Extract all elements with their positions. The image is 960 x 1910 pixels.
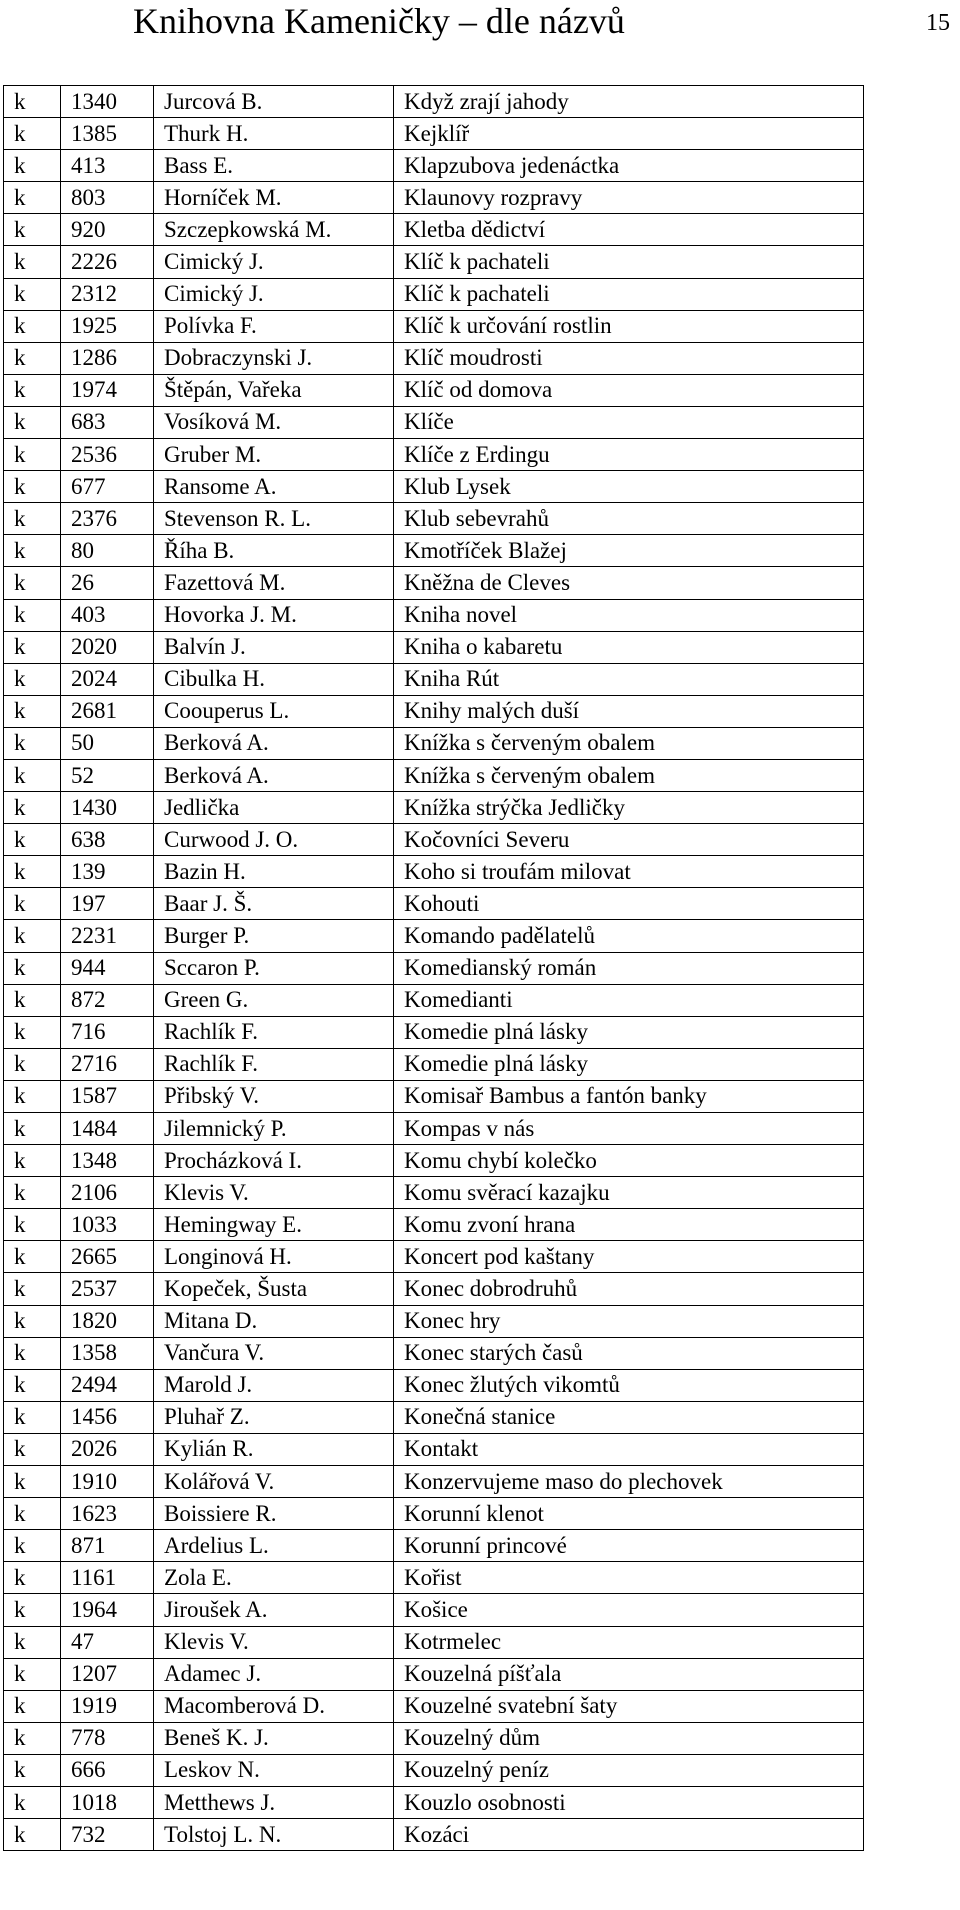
number-cell: 871 [61, 1530, 154, 1562]
table-row [4, 86, 864, 118]
prefix-cell: k [4, 599, 61, 631]
table-row [4, 1113, 864, 1145]
author-cell: Klevis V. [154, 1177, 394, 1209]
prefix-cell: k [4, 856, 61, 888]
title-cell: Kouzelný peníz [394, 1754, 864, 1786]
table-row [4, 1016, 864, 1048]
prefix-cell: k [4, 631, 61, 663]
table-row [4, 1658, 864, 1690]
prefix-cell: k [4, 1401, 61, 1433]
title-cell: Koho si troufám milovat [394, 856, 864, 888]
number-cell: 638 [61, 824, 154, 856]
number-cell: 403 [61, 599, 154, 631]
author-cell: Szczepkowská M. [154, 214, 394, 246]
title-cell: Klíč k pachateli [394, 278, 864, 310]
number-cell: 1348 [61, 1145, 154, 1177]
author-cell: Stevenson R. L. [154, 503, 394, 535]
title-cell: Když zrají jahody [394, 86, 864, 118]
prefix-cell: k [4, 1819, 61, 1851]
table-row [4, 1562, 864, 1594]
table-row [4, 406, 864, 438]
number-cell: 677 [61, 471, 154, 503]
author-cell: Mitana D. [154, 1305, 394, 1337]
table-row [4, 182, 864, 214]
author-cell: Kolářová V. [154, 1466, 394, 1498]
number-cell: 26 [61, 567, 154, 599]
table-row [4, 727, 864, 759]
prefix-cell: k [4, 1080, 61, 1112]
prefix-cell: k [4, 1241, 61, 1273]
author-cell: Gruber M. [154, 439, 394, 471]
title-cell: Klaunovy rozpravy [394, 182, 864, 214]
prefix-cell: k [4, 1273, 61, 1305]
number-cell: 52 [61, 759, 154, 791]
prefix-cell: k [4, 1658, 61, 1690]
title-cell: Korunní klenot [394, 1498, 864, 1530]
prefix-cell: k [4, 1722, 61, 1754]
prefix-cell: k [4, 920, 61, 952]
table-row [4, 759, 864, 791]
author-cell: Beneš K. J. [154, 1722, 394, 1754]
author-cell: Hemingway E. [154, 1209, 394, 1241]
title-cell: Koncert pod kaštany [394, 1241, 864, 1273]
title-cell: Kniha Rút [394, 663, 864, 695]
title-cell: Kouzelné svatební šaty [394, 1690, 864, 1722]
author-cell: Metthews J. [154, 1786, 394, 1818]
prefix-cell: k [4, 310, 61, 342]
author-cell: Jilemnický P. [154, 1113, 394, 1145]
table-row [4, 1722, 864, 1754]
table-row [4, 1466, 864, 1498]
author-cell: Leskov N. [154, 1754, 394, 1786]
prefix-cell: k [4, 439, 61, 471]
prefix-cell: k [4, 1145, 61, 1177]
author-cell: Jedlička [154, 792, 394, 824]
number-cell: 1385 [61, 118, 154, 150]
author-cell: Kopeček, Šusta [154, 1273, 394, 1305]
author-cell: Boissiere R. [154, 1498, 394, 1530]
title-cell: Konec starých časů [394, 1337, 864, 1369]
table-row [4, 535, 864, 567]
title-cell: Klíč k určování rostlin [394, 310, 864, 342]
table-row [4, 1177, 864, 1209]
author-cell: Ransome A. [154, 471, 394, 503]
table-row [4, 246, 864, 278]
prefix-cell: k [4, 1562, 61, 1594]
table-row [4, 984, 864, 1016]
table-row [4, 1241, 864, 1273]
number-cell: 1033 [61, 1209, 154, 1241]
prefix-cell: k [4, 1433, 61, 1465]
author-cell: Cibulka H. [154, 663, 394, 695]
catalog-rows [4, 86, 864, 1851]
number-cell: 1820 [61, 1305, 154, 1337]
title-cell: Komedie plná lásky [394, 1016, 864, 1048]
author-cell: Jiroušek A. [154, 1594, 394, 1626]
table-row [4, 1337, 864, 1369]
number-cell: 139 [61, 856, 154, 888]
title-cell: Komu zvoní hrana [394, 1209, 864, 1241]
number-cell: 1925 [61, 310, 154, 342]
prefix-cell: k [4, 1113, 61, 1145]
author-cell: Berková A. [154, 759, 394, 791]
number-cell: 2026 [61, 1433, 154, 1465]
prefix-cell: k [4, 1594, 61, 1626]
number-cell: 2536 [61, 439, 154, 471]
book-catalog-table [3, 85, 864, 1851]
number-cell: 872 [61, 984, 154, 1016]
prefix-cell: k [4, 1530, 61, 1562]
number-cell: 1358 [61, 1337, 154, 1369]
number-cell: 2494 [61, 1369, 154, 1401]
table-row [4, 888, 864, 920]
author-cell: Vosíková M. [154, 406, 394, 438]
prefix-cell: k [4, 150, 61, 182]
title-cell: Komisař Bambus a fantón banky [394, 1080, 864, 1112]
title-cell: Klapzubova jedenáctka [394, 150, 864, 182]
title-cell: Kořist [394, 1562, 864, 1594]
table-row [4, 599, 864, 631]
table-row [4, 503, 864, 535]
table-row [4, 567, 864, 599]
number-cell: 2231 [61, 920, 154, 952]
prefix-cell: k [4, 567, 61, 599]
author-cell: Rachlík F. [154, 1048, 394, 1080]
title-cell: Knížka s červeným obalem [394, 727, 864, 759]
title-cell: Konec hry [394, 1305, 864, 1337]
title-cell: Klíče z Erdingu [394, 439, 864, 471]
title-cell: Komu svěrací kazajku [394, 1177, 864, 1209]
number-cell: 944 [61, 952, 154, 984]
table-row [4, 1530, 864, 1562]
table-row [4, 1369, 864, 1401]
table-row [4, 856, 864, 888]
author-cell: Longinová H. [154, 1241, 394, 1273]
table-row [4, 824, 864, 856]
title-cell: Konec dobrodruhů [394, 1273, 864, 1305]
title-cell: Knihy malých duší [394, 695, 864, 727]
number-cell: 716 [61, 1016, 154, 1048]
author-cell: Bazin H. [154, 856, 394, 888]
number-cell: 1340 [61, 86, 154, 118]
table-row [4, 439, 864, 471]
table-row [4, 1401, 864, 1433]
title-cell: Klíč od domova [394, 374, 864, 406]
title-cell: Kotrmelec [394, 1626, 864, 1658]
author-cell: Sccaron P. [154, 952, 394, 984]
prefix-cell: k [4, 1786, 61, 1818]
author-cell: Procházková I. [154, 1145, 394, 1177]
number-cell: 1161 [61, 1562, 154, 1594]
page-number: 15 [926, 10, 950, 36]
author-cell: Hovorka J. M. [154, 599, 394, 631]
prefix-cell: k [4, 246, 61, 278]
author-cell: Fazettová M. [154, 567, 394, 599]
author-cell: Cimický J. [154, 278, 394, 310]
author-cell: Dobraczynski J. [154, 342, 394, 374]
title-cell: Košice [394, 1594, 864, 1626]
title-cell: Klíče [394, 406, 864, 438]
number-cell: 2312 [61, 278, 154, 310]
prefix-cell: k [4, 374, 61, 406]
table-row [4, 374, 864, 406]
number-cell: 2020 [61, 631, 154, 663]
title-cell: Komedianský román [394, 952, 864, 984]
title-cell: Kniha novel [394, 599, 864, 631]
table-row [4, 631, 864, 663]
author-cell: Říha B. [154, 535, 394, 567]
author-cell: Pluhař Z. [154, 1401, 394, 1433]
number-cell: 666 [61, 1754, 154, 1786]
table-row [4, 342, 864, 374]
author-cell: Thurk H. [154, 118, 394, 150]
author-cell: Klevis V. [154, 1626, 394, 1658]
title-cell: Kmotříček Blažej [394, 535, 864, 567]
title-cell: Konečná stanice [394, 1401, 864, 1433]
author-cell: Adamec J. [154, 1658, 394, 1690]
table-row [4, 920, 864, 952]
author-cell: Curwood J. O. [154, 824, 394, 856]
title-cell: Knížka s červeným obalem [394, 759, 864, 791]
author-cell: Zola E. [154, 1562, 394, 1594]
author-cell: Štěpán, Vařeka [154, 374, 394, 406]
table-row [4, 214, 864, 246]
number-cell: 778 [61, 1722, 154, 1754]
table-row [4, 1273, 864, 1305]
number-cell: 197 [61, 888, 154, 920]
prefix-cell: k [4, 86, 61, 118]
prefix-cell: k [4, 503, 61, 535]
author-cell: Macomberová D. [154, 1690, 394, 1722]
title-cell: Knížka strýčka Jedličky [394, 792, 864, 824]
author-cell: Balvín J. [154, 631, 394, 663]
author-cell: Marold J. [154, 1369, 394, 1401]
prefix-cell: k [4, 663, 61, 695]
author-cell: Tolstoj L. N. [154, 1819, 394, 1851]
table-row [4, 1819, 864, 1851]
prefix-cell: k [4, 214, 61, 246]
author-cell: Rachlík F. [154, 1016, 394, 1048]
number-cell: 920 [61, 214, 154, 246]
prefix-cell: k [4, 182, 61, 214]
number-cell: 1286 [61, 342, 154, 374]
table-row [4, 1080, 864, 1112]
title-cell: Kozáci [394, 1819, 864, 1851]
number-cell: 1430 [61, 792, 154, 824]
prefix-cell: k [4, 118, 61, 150]
author-cell: Polívka F. [154, 310, 394, 342]
prefix-cell: k [4, 1016, 61, 1048]
number-cell: 2716 [61, 1048, 154, 1080]
number-cell: 1964 [61, 1594, 154, 1626]
number-cell: 1910 [61, 1466, 154, 1498]
title-cell: Klub sebevrahů [394, 503, 864, 535]
author-cell: Kylián R. [154, 1433, 394, 1465]
prefix-cell: k [4, 952, 61, 984]
page-title: Knihovna Kameničky – dle názvů [133, 1, 625, 41]
number-cell: 732 [61, 1819, 154, 1851]
title-cell: Komu chybí kolečko [394, 1145, 864, 1177]
author-cell: Burger P. [154, 920, 394, 952]
number-cell: 1587 [61, 1080, 154, 1112]
prefix-cell: k [4, 535, 61, 567]
prefix-cell: k [4, 1337, 61, 1369]
number-cell: 2681 [61, 695, 154, 727]
table-row [4, 118, 864, 150]
table-row [4, 1145, 864, 1177]
title-cell: Kněžna de Cleves [394, 567, 864, 599]
number-cell: 1456 [61, 1401, 154, 1433]
table-row [4, 1498, 864, 1530]
prefix-cell: k [4, 888, 61, 920]
number-cell: 1484 [61, 1113, 154, 1145]
title-cell: Kočovníci Severu [394, 824, 864, 856]
table-row [4, 471, 864, 503]
table-row [4, 792, 864, 824]
table-row [4, 1048, 864, 1080]
title-cell: Kouzelná píšťala [394, 1658, 864, 1690]
prefix-cell: k [4, 695, 61, 727]
author-cell: Cimický J. [154, 246, 394, 278]
prefix-cell: k [4, 1305, 61, 1337]
number-cell: 80 [61, 535, 154, 567]
title-cell: Komedianti [394, 984, 864, 1016]
number-cell: 47 [61, 1626, 154, 1658]
table-row [4, 310, 864, 342]
title-cell: Klíč moudrosti [394, 342, 864, 374]
table-row [4, 952, 864, 984]
prefix-cell: k [4, 406, 61, 438]
prefix-cell: k [4, 1209, 61, 1241]
table-row [4, 278, 864, 310]
number-cell: 683 [61, 406, 154, 438]
number-cell: 413 [61, 150, 154, 182]
number-cell: 2226 [61, 246, 154, 278]
number-cell: 2537 [61, 1273, 154, 1305]
title-cell: Komando padělatelů [394, 920, 864, 952]
number-cell: 1018 [61, 1786, 154, 1818]
number-cell: 1974 [61, 374, 154, 406]
author-cell: Baar J. Š. [154, 888, 394, 920]
title-cell: Kouzlo osobnosti [394, 1786, 864, 1818]
table-row [4, 1786, 864, 1818]
author-cell: Jurcová B. [154, 86, 394, 118]
prefix-cell: k [4, 1177, 61, 1209]
table-row [4, 1690, 864, 1722]
table-row [4, 1626, 864, 1658]
table-row [4, 1209, 864, 1241]
prefix-cell: k [4, 342, 61, 374]
author-cell: Coouperus L. [154, 695, 394, 727]
number-cell: 803 [61, 182, 154, 214]
number-cell: 50 [61, 727, 154, 759]
title-cell: Kejklíř [394, 118, 864, 150]
table-row [4, 1754, 864, 1786]
author-cell: Green G. [154, 984, 394, 1016]
prefix-cell: k [4, 824, 61, 856]
table-row [4, 663, 864, 695]
number-cell: 2106 [61, 1177, 154, 1209]
table-row [4, 1305, 864, 1337]
number-cell: 1207 [61, 1658, 154, 1690]
table-row [4, 695, 864, 727]
prefix-cell: k [4, 792, 61, 824]
author-cell: Berková A. [154, 727, 394, 759]
number-cell: 1919 [61, 1690, 154, 1722]
prefix-cell: k [4, 1498, 61, 1530]
prefix-cell: k [4, 984, 61, 1016]
title-cell: Kletba dědictví [394, 214, 864, 246]
title-cell: Klíč k pachateli [394, 246, 864, 278]
author-cell: Přibský V. [154, 1080, 394, 1112]
prefix-cell: k [4, 727, 61, 759]
title-cell: Kohouti [394, 888, 864, 920]
author-cell: Ardelius L. [154, 1530, 394, 1562]
prefix-cell: k [4, 1369, 61, 1401]
prefix-cell: k [4, 278, 61, 310]
title-cell: Kontakt [394, 1433, 864, 1465]
number-cell: 2665 [61, 1241, 154, 1273]
title-cell: Konec žlutých vikomtů [394, 1369, 864, 1401]
number-cell: 2376 [61, 503, 154, 535]
title-cell: Kompas v nás [394, 1113, 864, 1145]
number-cell: 1623 [61, 1498, 154, 1530]
title-cell: Korunní princové [394, 1530, 864, 1562]
title-cell: Kniha o kabaretu [394, 631, 864, 663]
author-cell: Vančura V. [154, 1337, 394, 1369]
prefix-cell: k [4, 759, 61, 791]
title-cell: Komedie plná lásky [394, 1048, 864, 1080]
table-row [4, 150, 864, 182]
prefix-cell: k [4, 1048, 61, 1080]
prefix-cell: k [4, 1626, 61, 1658]
title-cell: Kouzelný dům [394, 1722, 864, 1754]
prefix-cell: k [4, 471, 61, 503]
title-cell: Konzervujeme maso do plechovek [394, 1466, 864, 1498]
table-row [4, 1594, 864, 1626]
prefix-cell: k [4, 1690, 61, 1722]
table-row [4, 1433, 864, 1465]
author-cell: Horníček M. [154, 182, 394, 214]
prefix-cell: k [4, 1466, 61, 1498]
title-cell: Klub Lysek [394, 471, 864, 503]
author-cell: Bass E. [154, 150, 394, 182]
number-cell: 2024 [61, 663, 154, 695]
prefix-cell: k [4, 1754, 61, 1786]
